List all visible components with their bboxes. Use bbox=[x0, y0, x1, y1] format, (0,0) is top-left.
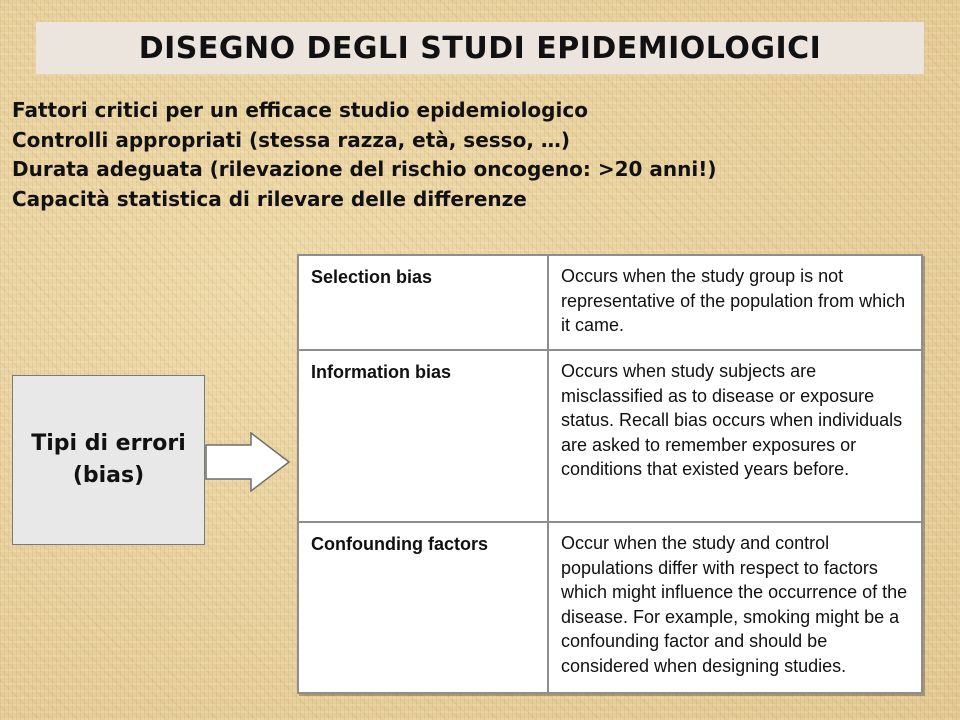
table-row bbox=[298, 522, 922, 693]
tipi-label-line1: Tipi di errori bbox=[31, 431, 186, 456]
bias-description-cell: Occurs when study subjects are misclassified as to disease or exposure status. Recall bias occurs when individuals are asked to remember exposures or conditions that existed years before. bbox=[548, 350, 922, 522]
bias-term-cell: Information bias bbox=[298, 350, 548, 522]
bias-table bbox=[297, 254, 923, 694]
right-arrow-icon bbox=[205, 432, 291, 492]
bullet-item: Durata adeguata (rilevazione del rischio oncogeno: >20 anni!) bbox=[12, 157, 717, 181]
bias-term-cell: Selection bias bbox=[298, 255, 548, 350]
bullet-item: Capacità statistica di rilevare delle differenze bbox=[12, 186, 527, 211]
title-box bbox=[36, 22, 924, 74]
bullet-item: Controlli appropriati (stessa razza, età, sesso, …) bbox=[12, 127, 571, 152]
bias-description-cell: Occur when the study and control populations differ with respect to factors which might influence the occurrence of the disease. For example, smoking might be a confounding factor and should be considered when designing studies. bbox=[548, 522, 922, 693]
table-row bbox=[298, 255, 922, 350]
table-row bbox=[298, 350, 922, 522]
bullet-list bbox=[12, 96, 957, 214]
tipi-di-errori-box bbox=[12, 375, 205, 545]
bias-term-cell: Confounding factors bbox=[298, 522, 548, 693]
bias-description-cell: Occurs when the study group is not representative of the population from which it came. bbox=[548, 255, 922, 350]
slide-title: DISEGNO DEGLI STUDI EPIDEMIOLOGICI bbox=[138, 30, 822, 66]
tipi-di-errori-label bbox=[31, 428, 186, 492]
tipi-label-line2: (bias) bbox=[72, 463, 145, 488]
bullet-item: Fattori critici per un efficace studio epidemiologico bbox=[12, 98, 588, 122]
